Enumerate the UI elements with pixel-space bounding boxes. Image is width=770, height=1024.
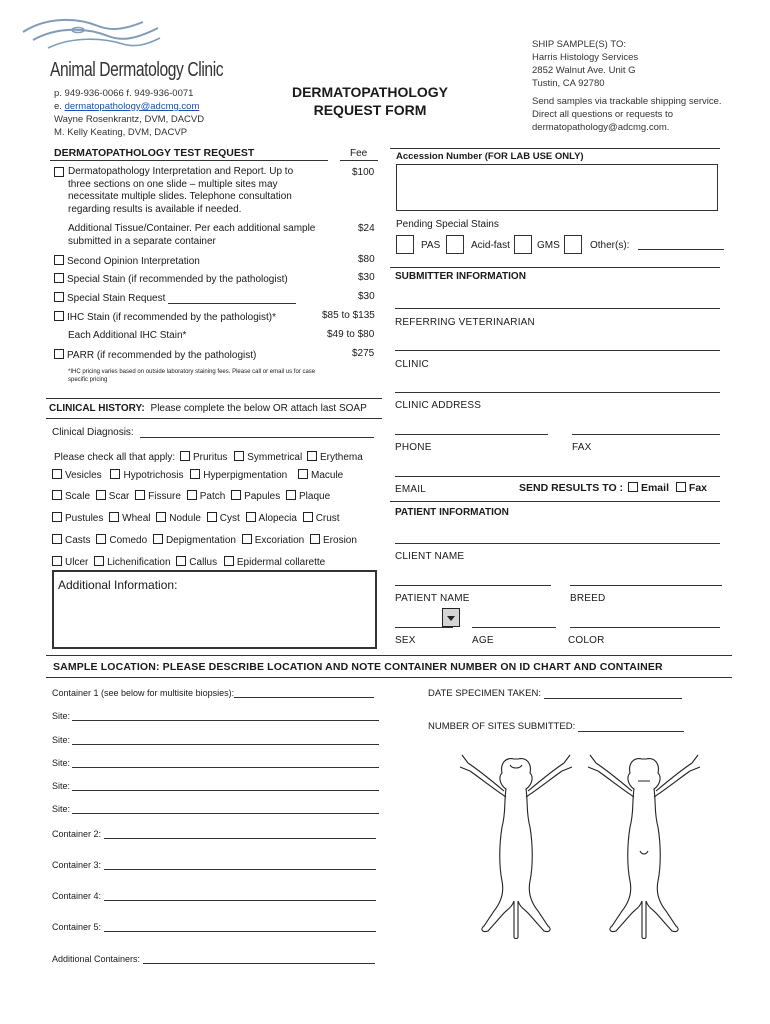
checkbox[interactable]: [303, 512, 313, 522]
symptom-label: Ulcer: [65, 557, 89, 568]
checkbox[interactable]: [54, 273, 64, 283]
symptom-label: Macule: [311, 470, 344, 481]
accession-box[interactable]: [396, 164, 718, 211]
container-3-row: [52, 860, 376, 870]
dog-ventral-outline: [588, 755, 700, 939]
num-sites-label: NUMBER OF SITES SUBMITTED:: [428, 721, 576, 732]
checkbox[interactable]: [52, 490, 62, 500]
test-label: Dermatopathology Interpretation and Report. Up to three sections on one slide – multiple sites may necessitate multiple slides. Telephone consultation regarding results is available if needed.: [68, 166, 294, 215]
site-label: Site:: [52, 804, 71, 814]
symptom-label: Pruritus: [192, 452, 228, 463]
checkbox[interactable]: [94, 556, 104, 566]
container-1-row: [52, 688, 374, 698]
ihc-footnote: *IHC pricing varies based on outside laboratory staining fees. Please call or email us for case specific pricing: [68, 369, 316, 383]
email-label: EMAIL: [395, 484, 427, 495]
test-label: Second Opinion Interpretation: [67, 256, 200, 267]
doctor-2: M. Kelly Keating, DVM, DACVP: [54, 127, 188, 138]
patient-name-label: PATIENT NAME: [395, 593, 470, 604]
date-taken-field[interactable]: [544, 689, 682, 699]
container-field[interactable]: [104, 829, 376, 839]
checkbox[interactable]: [307, 451, 317, 461]
symptom-label: Comedo: [109, 535, 148, 546]
stain-label: Other(s):: [590, 240, 630, 251]
site-field[interactable]: [72, 804, 379, 814]
gms-checkbox[interactable]: [514, 235, 532, 254]
site-row: [52, 735, 379, 745]
symptom-label: Vesicles: [65, 470, 102, 481]
clinic-name: Animal Dermatology Clinic: [50, 59, 224, 81]
send-fax-label: Fax: [688, 482, 707, 494]
additional-containers-row: [52, 954, 375, 964]
email-link[interactable]: dermatopathology@adcmg.com: [64, 101, 200, 112]
test-item: [68, 223, 318, 248]
symptom-label: Excoriation: [254, 535, 305, 546]
checkbox[interactable]: [135, 490, 145, 500]
checkbox[interactable]: [156, 512, 166, 522]
checkbox[interactable]: [54, 292, 64, 302]
container-label: Container 1 (see below for multisite biopsies):: [52, 688, 235, 698]
container-2-row: [52, 829, 376, 839]
symptom-label: Papules: [244, 491, 281, 502]
symptom-label: Erythema: [320, 452, 363, 463]
submitter-section: [390, 266, 730, 506]
pending-heading: Pending Special Stains: [396, 219, 499, 230]
ship-to-block: [532, 38, 732, 134]
sample-heading: SAMPLE LOCATION: PLEASE DESCRIBE LOCATION AND NOTE CONTAINER NUMBER ON ID CHART AND CONTAINER: [53, 661, 663, 673]
checkbox[interactable]: [54, 167, 64, 177]
checkbox[interactable]: [176, 556, 186, 566]
container-label: Container 4:: [52, 891, 102, 901]
checkbox[interactable]: [109, 512, 119, 522]
ship-heading: SHIP SAMPLE(S) TO:: [532, 39, 626, 50]
clinical-heading: CLINICAL HISTORY:: [49, 403, 145, 414]
symptom-label: Plaque: [299, 491, 331, 502]
stain-label: PAS: [421, 240, 441, 251]
symptom-label: Crust: [315, 513, 340, 524]
email-prefix: e.: [54, 101, 62, 112]
clinic-label: CLINIC: [395, 359, 429, 370]
accession-heading: Accession Number (FOR LAB USE ONLY): [396, 151, 584, 162]
checkbox[interactable]: [54, 311, 64, 321]
checkbox[interactable]: [242, 534, 252, 544]
num-sites-field[interactable]: [578, 722, 684, 732]
symptom-row-3: [52, 490, 330, 502]
diagnosis-field[interactable]: [140, 428, 374, 438]
container-field[interactable]: [234, 688, 374, 698]
phone-label: PHONE: [395, 442, 432, 453]
test-fee: $24: [358, 223, 375, 234]
color-label: COLOR: [568, 635, 605, 646]
referring-vet-line: [395, 308, 720, 309]
additional-info-box[interactable]: [52, 570, 377, 649]
send-results-label: SEND RESULTS TO :: [519, 482, 624, 494]
fee-heading: Fee: [350, 148, 368, 159]
acid-fast-checkbox[interactable]: [446, 235, 464, 254]
contact-block: [54, 87, 204, 139]
date-taken-row: [428, 688, 682, 699]
checkbox[interactable]: [190, 469, 200, 479]
site-field[interactable]: [72, 735, 379, 745]
test-item: [68, 330, 186, 341]
site-field[interactable]: [72, 758, 379, 768]
checkbox[interactable]: [207, 512, 217, 522]
checkbox[interactable]: [110, 469, 120, 479]
pas-checkbox[interactable]: [396, 235, 414, 254]
container-4-row: [52, 891, 376, 901]
send-fax-checkbox[interactable]: [676, 482, 686, 492]
container-5-row: [52, 922, 376, 932]
title-line-2: REQUEST FORM: [313, 102, 427, 118]
checkbox[interactable]: [52, 534, 62, 544]
container-label: Additional Containers:: [52, 954, 141, 964]
symptom-label: Lichenification: [107, 557, 171, 568]
ship-note: Send samples via trackable shipping service. Direct all questions or requests to dermatopathology@adcmg.com.: [532, 96, 722, 133]
dog-dorsal-outline: [460, 755, 572, 939]
checkbox[interactable]: [54, 349, 64, 359]
submitter-heading: SUBMITTER INFORMATION: [395, 271, 526, 282]
site-label: Site:: [52, 781, 71, 791]
check-all-label: Please check all that apply:: [54, 452, 176, 463]
checkbox[interactable]: [310, 534, 320, 544]
ship-line-3: Tustin, CA 92780: [532, 78, 605, 89]
clinical-heading-row: [49, 403, 367, 414]
site-label: Site:: [52, 711, 71, 721]
clinical-history-section: [46, 398, 386, 653]
ship-line-2: 2852 Walnut Ave. Unit G: [532, 65, 636, 76]
send-results: [519, 482, 707, 494]
test-label: IHC Stain (if recommended by the pathologist)*: [67, 312, 276, 323]
patient-heading: PATIENT INFORMATION: [395, 507, 509, 518]
send-email-checkbox[interactable]: [628, 482, 638, 492]
symptom-label: Symmetrical: [247, 452, 303, 463]
test-label: PARR (if recommended by the pathologist): [67, 350, 257, 361]
symptom-label: Patch: [199, 491, 226, 502]
symptom-label: Scar: [108, 491, 130, 502]
diagnosis-label: Clinical Diagnosis:: [52, 427, 134, 438]
symptom-label: Hyperpigmentation: [203, 470, 288, 481]
test-fee: $49 to $80: [327, 329, 375, 340]
test-heading: DERMATOPATHOLOGY TEST REQUEST: [54, 147, 255, 159]
test-label: Special Stain Request: [67, 293, 166, 304]
doctor-1: Wayne Rosenkrantz, DVM, DACVD: [54, 114, 205, 125]
symptom-label: Wheal: [122, 513, 151, 524]
sample-location-section: [46, 655, 736, 975]
symptom-label: Nodule: [169, 513, 201, 524]
container-label: Container 5:: [52, 922, 102, 932]
test-label: Each Additional IHC Stain*: [68, 330, 187, 341]
breed-label: BREED: [570, 593, 606, 604]
container-label: Container 2:: [52, 829, 102, 839]
symptom-row-6: [52, 556, 325, 568]
form-title: [280, 83, 460, 119]
checkbox[interactable]: [224, 556, 234, 566]
checkbox[interactable]: [52, 512, 62, 522]
checkbox[interactable]: [180, 451, 190, 461]
symptom-row-5: [52, 534, 357, 546]
send-email-label: Email: [640, 482, 669, 494]
email-line: [54, 100, 204, 113]
symptom-row-1: [54, 451, 363, 463]
checkbox[interactable]: [187, 490, 197, 500]
diagnosis-row: [52, 427, 374, 438]
checkbox[interactable]: [96, 534, 106, 544]
symptom-label: Hypotrichosis: [123, 470, 184, 481]
dog-id-chart[interactable]: [444, 751, 724, 941]
test-fee: $100: [352, 167, 375, 178]
test-request-section: [50, 146, 380, 396]
checkbox[interactable]: [246, 512, 256, 522]
test-label: Additional Tissue/Container. Per each additional sample submitted in a separate container: [68, 223, 316, 247]
special-stain-field[interactable]: [168, 294, 296, 304]
stain-label: Acid-fast: [471, 240, 510, 251]
date-taken-label: DATE SPECIMEN TAKEN:: [428, 688, 541, 699]
container-label: Container 3:: [52, 860, 102, 870]
other-stain-field[interactable]: [638, 239, 724, 250]
test-item[interactable]: [54, 255, 200, 267]
test-fee: $30: [358, 272, 375, 283]
test-fee: $30: [358, 291, 375, 302]
test-label: Special Stain (if recommended by the pathologist): [67, 274, 288, 285]
test-fee: $80: [358, 254, 375, 265]
phone-fax: p. 949-936-0066 f. 949-936-0071: [54, 88, 194, 99]
symptom-label: Fissure: [148, 491, 181, 502]
num-sites-row: [428, 721, 684, 732]
stain-label: GMS: [537, 240, 560, 251]
checkbox[interactable]: [234, 451, 244, 461]
container-field[interactable]: [143, 954, 375, 964]
test-item[interactable]: [54, 273, 288, 285]
clinical-heading-note: Please complete the below OR attach last SOAP: [150, 403, 367, 414]
patient-section: [390, 500, 730, 650]
site-label: Site:: [52, 735, 71, 745]
client-name-label: CLIENT NAME: [395, 551, 465, 562]
container-field[interactable]: [104, 860, 376, 870]
clinic-logo: [18, 14, 224, 84]
referring-vet-label: REFERRING VETERINARIAN: [395, 317, 535, 328]
other-checkbox[interactable]: [564, 235, 582, 254]
checkbox[interactable]: [231, 490, 241, 500]
age-label: AGE: [472, 635, 494, 646]
symptom-label: Erosion: [323, 535, 357, 546]
site-row: [52, 711, 379, 721]
site-field[interactable]: [72, 781, 379, 791]
symptom-label: Epidermal collarette: [236, 557, 326, 568]
waves-logo-icon: [18, 14, 198, 54]
checkbox[interactable]: [96, 490, 106, 500]
site-row: [52, 758, 379, 768]
fax-label: FAX: [572, 442, 592, 453]
sex-label: SEX: [395, 635, 416, 646]
checkbox[interactable]: [286, 490, 296, 500]
title-line-1: DERMATOPATHOLOGY: [291, 84, 449, 100]
test-item[interactable]: [54, 292, 296, 304]
lab-use-section: [390, 146, 730, 266]
container-field[interactable]: [104, 891, 376, 901]
symptom-label: Depigmentation: [165, 535, 236, 546]
checkbox[interactable]: [52, 556, 62, 566]
clinic-address-label: CLINIC ADDRESS: [395, 400, 482, 411]
test-fee: $275: [352, 348, 375, 359]
checkbox[interactable]: [54, 255, 64, 265]
checkbox[interactable]: [298, 469, 308, 479]
symptom-row-4: [52, 512, 340, 524]
site-field[interactable]: [72, 711, 379, 721]
test-fee: $85 to $135: [322, 310, 375, 321]
container-field[interactable]: [104, 922, 376, 932]
symptom-label: Alopecia: [258, 513, 297, 524]
chevron-down-icon: [443, 609, 459, 626]
test-item[interactable]: [54, 311, 276, 323]
symptom-label: Scale: [65, 491, 91, 502]
symptom-label: Pustules: [65, 513, 104, 524]
test-item[interactable]: [54, 349, 256, 361]
symptom-label: Callus: [189, 557, 218, 568]
site-row: [52, 781, 379, 791]
symptom-row-2: [52, 469, 343, 481]
site-label: Site:: [52, 758, 71, 768]
additional-info-label: Additional Information:: [58, 578, 178, 592]
ship-line-1: Harris Histology Services: [532, 52, 639, 63]
site-row: [52, 804, 379, 814]
checkbox[interactable]: [153, 534, 163, 544]
symptom-label: Cyst: [219, 513, 240, 524]
stain-options: [396, 235, 726, 257]
test-item[interactable]: [54, 166, 304, 216]
sex-dropdown[interactable]: [442, 608, 460, 627]
checkbox[interactable]: [52, 469, 62, 479]
symptom-label: Casts: [65, 535, 91, 546]
